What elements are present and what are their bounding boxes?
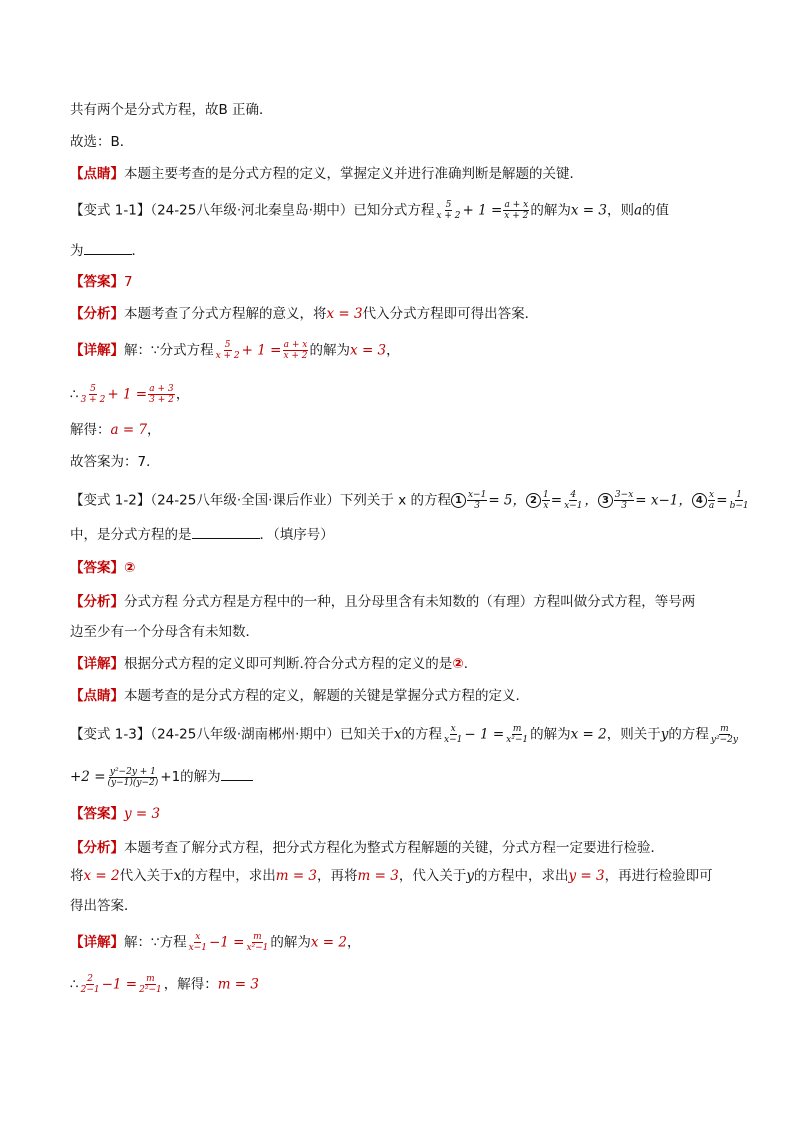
answer-line (70, 804, 724, 824)
answer-line (70, 558, 724, 578)
text-line: 得出答案． (70, 898, 138, 914)
analysis-tag: 【分析】 (70, 594, 124, 610)
text-line: 故答案为：7． (70, 454, 160, 470)
answer-line (70, 272, 724, 292)
text-line: 中，是分式方程的是 ．（填序号） (70, 524, 724, 545)
answer-value: ② (124, 560, 136, 576)
dianjing-tag: 【点睛】 (70, 688, 124, 704)
text-line: 将x = 2代入关于x的方程中，求出m = 3，再将m = 3，代入关于y的方程中，求出y = 3，再进行检验即可 (70, 868, 713, 884)
analysis-line: 【分析】本题考查了分式方程解的意义，将x = 3代入分式方程即可得出答案． (70, 306, 539, 322)
fraction: $\frac{m}{\text{2²−1}}$ (139, 974, 162, 995)
answer-blank (84, 240, 132, 255)
fraction: $\frac{x-1}{3}$ (467, 490, 487, 511)
answer-blank (192, 524, 260, 539)
therefore-line: ∴ $\frac{2}{2-1}$ −1 = $\frac{m}{\text{2²−1}}$ ，解得：m = 3 (70, 974, 260, 995)
analysis-line: 【分析】分式方程 分式方程是方程中的一种，且分母里含有未知数的（有理）方程叫做分式方程，等号两 (70, 594, 696, 610)
answer-tag: 【答案】 (70, 560, 124, 576)
fraction: $\frac{m}{\text{x²−1}}$ (506, 724, 529, 745)
detail-line: 【详解】解：∵分式方程 $\frac{5}{x + 2}$ + 1 = $\frac{a + x}{x + 2}$ 的解为x = 3， (70, 340, 400, 361)
variant-tag: 【变式 1-2】 (70, 492, 151, 509)
dianjing-note: 【点睛】本题考查的是分式方程的定义，解题的关键是掌握分式方程的定义. (70, 688, 520, 704)
circled-number: 4 (692, 493, 707, 508)
circled-number: 2 (526, 493, 541, 508)
detail-tag: 【详解】 (70, 934, 124, 951)
variant-1-2-question: 【变式 1-2】（24-25八年级·全国·课后作业）下列关于 x 的方程 1 $\frac{x-1}{3}$ = 5， 2 $\frac{1}{x}$ = $\frac{4}{x-1}$ ， 3 $\frac{3-x}{3}$ = x−1， 4 $\frac{x}{a}$ = $\frac{1}{b-1}$ (70, 490, 749, 511)
detail-tag: 【详解】 (70, 342, 124, 359)
analysis-tag: 【分析】 (70, 306, 124, 322)
fraction: $\frac{1}{x}$ (543, 490, 549, 511)
fraction: $\frac{x}{x-1}$ (444, 724, 463, 745)
fraction: $\frac{5}{x + 2}$ (215, 340, 240, 361)
answer-tag: 【答案】 (70, 806, 124, 822)
fraction: $\frac{4}{x-1}$ (564, 490, 583, 511)
variant-1-1-question: 【变式 1-1】（24-25八年级·河北秦皇岛·期中）已知分式方程 $\frac{5}{x + 2}$ + 1 = $\frac{a + x}{x + 2}$ 的解为x = 3，则a的值 (70, 200, 670, 221)
fraction: $\frac{\text{y²−2y + 1}}{(y-1)(y-2)}$ (107, 766, 159, 788)
therefore-line: ∴ $\frac{5}{3 + 2}$ + 1 = $\frac{a + 3}{3 + 2}$ ， (70, 384, 190, 405)
variant-tag: 【变式 1-1】 (70, 202, 151, 219)
text-line: 故选：B． (70, 134, 134, 150)
text-line: 边至少有一个分母含有未知数． (70, 624, 259, 640)
fraction: $\frac{3-x}{3}$ (614, 490, 634, 511)
fraction: $\frac{a + x}{x + 2}$ (504, 200, 529, 221)
fraction: $\frac{a + 3}{3 + 2}$ (149, 384, 174, 405)
circled-number: 3 (598, 493, 613, 508)
text-line: 共有两个是分式方程，故B 正确． (70, 102, 273, 118)
variant-tag: 【变式 1-3】 (70, 726, 151, 743)
fraction: $\frac{m}{\text{y²−2y}}$ (710, 724, 738, 745)
fraction: $\frac{2}{2-1}$ (80, 974, 100, 995)
circled-number: 1 (451, 493, 466, 508)
answer-tag: 【答案】 (70, 274, 124, 290)
detail-line: 【详解】解：∵方程 $\frac{x}{x-1}$ −1 = $\frac{m}{\text{x²−1}}$ 的解为x = 2， (70, 932, 361, 953)
text-line: 解得：a = 7， (70, 422, 161, 438)
variant-1-3-question: 【变式 1-3】（24-25八年级·湖南郴州·期中）已知关于x的方程 $\frac{x}{x-1}$ − 1 = $\frac{m}{\text{x²−1}}$ 的解为x = 2，则关于y的方程 $\frac{m}{\text{y²−2y}}$ (70, 724, 738, 745)
detail-line: 【详解】根据分式方程的定义即可判断.符合分式方程的定义的是②. (70, 656, 469, 672)
text-line: 为 ． (70, 240, 724, 261)
dianjing-tag: 【点睛】 (70, 166, 124, 182)
fraction: $\frac{5}{x + 2}$ (436, 200, 461, 221)
analysis-tag: 【分析】 (70, 840, 124, 856)
fraction: $\frac{x}{x-1}$ (188, 932, 207, 953)
fraction: $\frac{1}{b-1}$ (729, 490, 749, 511)
detail-tag: 【详解】 (70, 656, 124, 672)
answer-blank (221, 766, 253, 781)
fraction: $\frac{a + x}{x + 2}$ (283, 340, 308, 361)
text-line: +2 = $\frac{\text{y²−2y + 1}}{(y-1)(y-2)}$ +1的解为 (70, 766, 724, 788)
fraction: $\frac{5}{3 + 2}$ (80, 384, 106, 405)
answer-value: y = 3 (124, 806, 161, 822)
analysis-line: 【分析】本题考查了解分式方程，把分式方程化为整式方程解题的关键，分式方程一定要进行检验． (70, 840, 664, 856)
dianjing-note: 【点睛】本题主要考查的是分式方程的定义，掌握定义并进行准确判断是解题的关键． (70, 166, 583, 182)
answer-value: 7 (124, 274, 133, 290)
fraction: $\frac{m}{\text{x²−1}}$ (246, 932, 269, 953)
fraction: $\frac{x}{a}$ (708, 490, 715, 511)
